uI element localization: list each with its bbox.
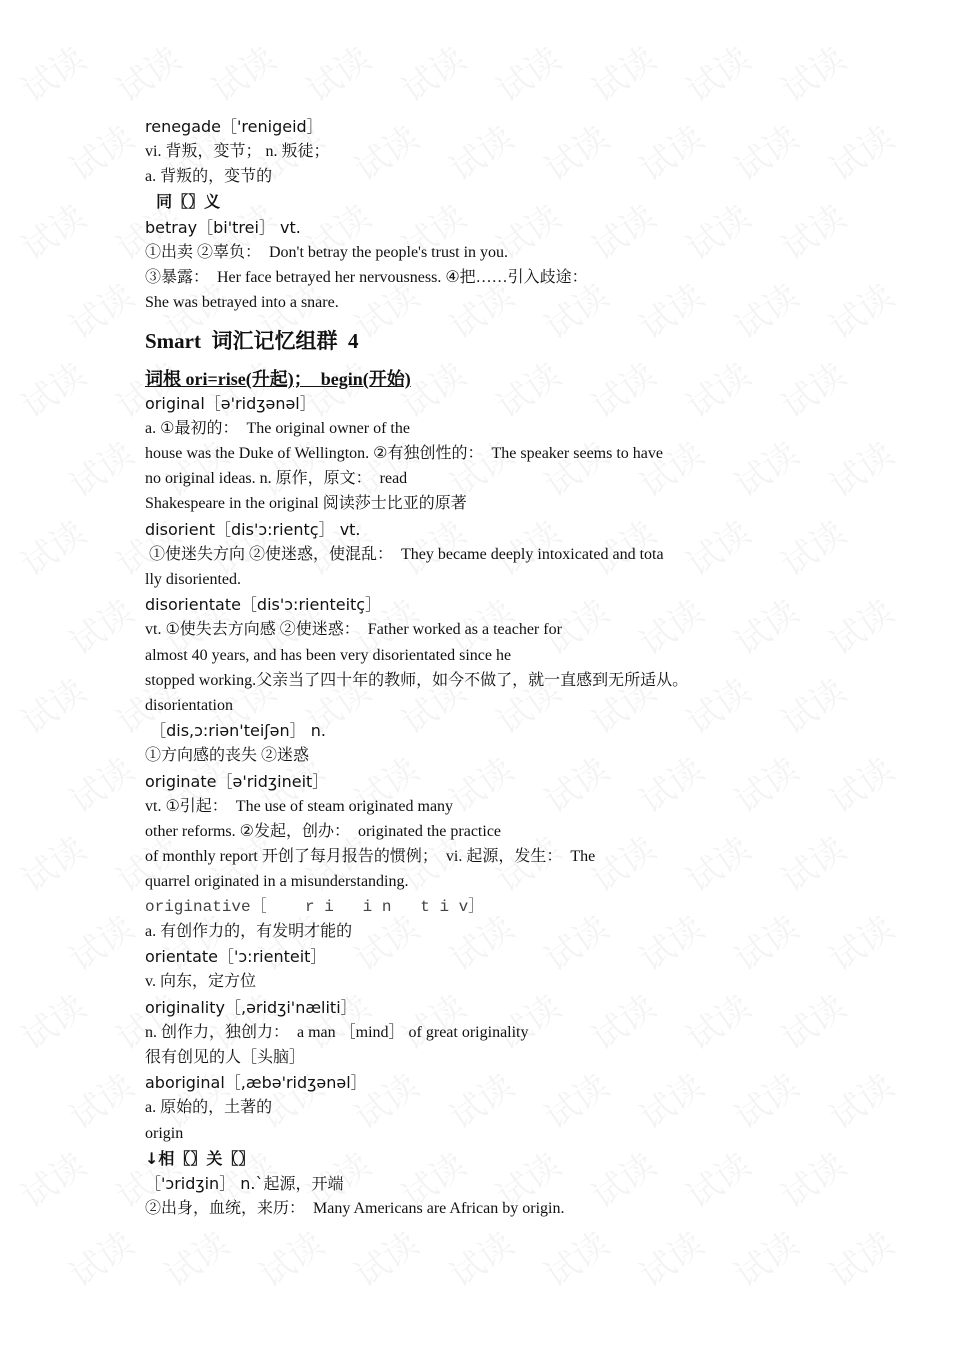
watermark-text: [823, 276, 902, 348]
definition-line: ②出身，血统，来历： Many Americans are African by origin.: [145, 1200, 565, 1217]
watermark-text: [728, 592, 807, 664]
watermark-text: [633, 118, 712, 190]
watermark-text: [443, 908, 522, 980]
watermark-text: [585, 1145, 664, 1217]
definition-line: vt. ①引起： The use of steam originated many: [145, 798, 454, 815]
definition-line: vt. ①使失去方向感 ②使迷惑： Father worked as a teacher for: [145, 621, 562, 638]
definition-line: 很有创见的人［头脑］: [145, 1049, 306, 1066]
entry-headword: disorientate［dis'ɔ:rienteitç］: [145, 595, 382, 614]
watermark-text: [775, 513, 854, 585]
definition-line: vi. 背叛，变节； n. 叛徒；: [145, 143, 330, 160]
watermark-text: [63, 118, 142, 190]
watermark-text: [538, 118, 617, 190]
watermark-text: [633, 592, 712, 664]
watermark-text: [395, 39, 474, 111]
watermark-text: [775, 197, 854, 269]
watermark-text: [775, 1145, 854, 1217]
watermark-text: [443, 750, 522, 822]
watermark-text: [823, 434, 902, 506]
entry-headword: originate［ə'ridʒineit］: [145, 772, 329, 791]
entry-headword: renegade［'renigeid］: [145, 117, 323, 136]
definition-line: lly disoriented.: [145, 571, 241, 588]
watermark-text: [633, 750, 712, 822]
watermark-text: [15, 513, 94, 585]
watermark-text: [728, 750, 807, 822]
definition-line: ③暴露： Her face betrayed her nervousness. ④把……引入歧途：: [145, 269, 588, 286]
watermark-text: [633, 1224, 712, 1296]
watermark-text: [538, 1066, 617, 1138]
watermark-text: [443, 1224, 522, 1296]
definition-line: house was the Duke of Wellington. ②有独创性的： The speaker seems to have: [145, 445, 663, 462]
watermark-text: [395, 355, 474, 427]
watermark-text: [585, 987, 664, 1059]
root-heading: 词根 ori=rise(升起)； begin(开始): [145, 369, 411, 389]
watermark-text: [680, 1145, 759, 1217]
definition-line: a. ①最初的： The original owner of the: [145, 420, 410, 437]
definition-line: stopped working.父亲当了四十年的教师，如今不做了，就一直感到无所适从。: [145, 672, 689, 689]
watermark-text: [728, 434, 807, 506]
watermark-text: [443, 118, 522, 190]
watermark-text: [15, 987, 94, 1059]
watermark-text: [490, 355, 569, 427]
watermark-text: [538, 750, 617, 822]
definition-line: almost 40 years, and has been very disorientated since he: [145, 647, 512, 664]
watermark-text: [775, 829, 854, 901]
watermark-text: [728, 1224, 807, 1296]
watermark-text: [823, 1066, 902, 1138]
watermark-text: [538, 1224, 617, 1296]
definition-line: ①出卖 ②辜负： Don't betray the people's trust in you.: [145, 244, 509, 261]
watermark-text: [775, 355, 854, 427]
watermark-text: [63, 750, 142, 822]
entry-headword: orientate［'ɔ:rienteit］: [145, 947, 327, 966]
definition-line: ①使迷失方向 ②使迷惑，使混乱： They became deeply intoxicated and tota: [145, 546, 664, 563]
watermark-text: [633, 908, 712, 980]
section-heading: Smart 词汇记忆组群 4: [145, 329, 359, 353]
watermark-text: [300, 39, 379, 111]
watermark-text: [348, 908, 427, 980]
watermark-text: [775, 987, 854, 1059]
watermark-text: [680, 829, 759, 901]
entry-headword: originality［,əridʒi'næliti］: [145, 998, 357, 1017]
watermark-text: [775, 39, 854, 111]
entry-headword: disorient［dis'ɔ:rientç］ vt.: [145, 520, 361, 539]
watermark-text: [253, 908, 332, 980]
watermark-text: [205, 355, 284, 427]
definition-line: a. 背叛的，变节的: [145, 168, 273, 185]
entry-headword: disorientation: [145, 697, 233, 714]
watermark-text: [490, 39, 569, 111]
related-label: ↓相〖〗关〖〗: [145, 1149, 255, 1168]
watermark-text: [823, 750, 902, 822]
watermark-text: [15, 197, 94, 269]
watermark-text: [680, 513, 759, 585]
entry-headword: originative［ r i i n t i v］: [145, 898, 485, 916]
entry-headword: original［ə'ridʒənəl］: [145, 394, 316, 413]
definition-line: of monthly report 开创了每月报告的惯例； vi. 起源，发生： The: [145, 848, 596, 865]
watermark-text: [680, 39, 759, 111]
watermark-text: [63, 1224, 142, 1296]
watermark-text: [728, 1066, 807, 1138]
watermark-text: [15, 829, 94, 901]
watermark-text: [728, 118, 807, 190]
watermark-text: [728, 276, 807, 348]
definition-line: n. 创作力，独创力： a man ［mind］ of great originality: [145, 1024, 529, 1041]
definition-line: Shakespeare in the original 阅读莎士比亚的原著: [145, 495, 467, 512]
watermark-text: [15, 39, 94, 111]
watermark-text: [348, 1224, 427, 1296]
watermark-text: [775, 671, 854, 743]
watermark-text: [633, 1066, 712, 1138]
watermark-text: [680, 355, 759, 427]
watermark-text: [63, 434, 142, 506]
watermark-text: [585, 355, 664, 427]
definition-line: no original ideas. n. 原作，原文： read: [145, 470, 408, 487]
watermark-text: [728, 908, 807, 980]
watermark-text: [823, 1224, 902, 1296]
watermark-text: [205, 39, 284, 111]
watermark-text: [158, 908, 237, 980]
definition-line: v. 向东，定方位: [145, 973, 256, 990]
watermark-text: [823, 118, 902, 190]
entry-headword: aboriginal［,æbə'ridʒənəl］: [145, 1073, 367, 1092]
watermark-text: [15, 1145, 94, 1217]
watermark-text: [585, 39, 664, 111]
watermark-text: [633, 276, 712, 348]
watermark-text: [348, 118, 427, 190]
watermark-text: [585, 829, 664, 901]
watermark-text: [63, 592, 142, 664]
watermark-text: [300, 355, 379, 427]
watermark-text: [680, 987, 759, 1059]
definition-line: She was betrayed into a snare.: [145, 294, 339, 311]
definition-line: other reforms. ②发起，创办： originated the practice: [145, 823, 502, 840]
definition-line: ①方向感的丧失 ②迷惑: [145, 747, 310, 764]
watermark-text: [63, 908, 142, 980]
watermark-text: [110, 355, 189, 427]
watermark-text: [110, 39, 189, 111]
watermark-text: [680, 197, 759, 269]
definition-line: quarrel originated in a misunderstanding.: [145, 873, 409, 890]
watermark-text: [823, 908, 902, 980]
entry-headword: origin: [145, 1125, 184, 1142]
watermark-text: [680, 671, 759, 743]
watermark-text: [63, 276, 142, 348]
watermark-text: [15, 671, 94, 743]
definition-line: a. 有创作力的，有发明才能的: [145, 923, 353, 940]
watermark-text: [63, 1066, 142, 1138]
watermark-text: [443, 1066, 522, 1138]
watermark-text: [15, 355, 94, 427]
watermark-text: [585, 197, 664, 269]
watermark-text: [538, 908, 617, 980]
entry-headword: betray［bi'trei］ vt.: [145, 218, 301, 237]
phonetic-line: ［'ɔridʒin］ n.`起源，开端: [145, 1174, 344, 1193]
watermark-text: [253, 1224, 332, 1296]
watermark-text: [823, 592, 902, 664]
watermark-text: [158, 1224, 237, 1296]
synonym-label: 同〖〗义: [145, 192, 221, 211]
phonetic-line: ［dis,ɔ:riən'teiʃən］ n.: [145, 721, 326, 740]
definition-line: a. 原始的，土著的: [145, 1099, 273, 1116]
